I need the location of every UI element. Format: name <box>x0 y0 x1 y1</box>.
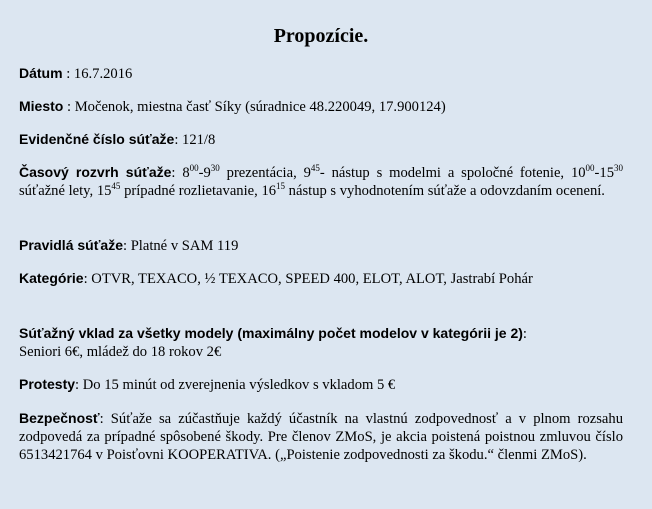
pravidla-sep: : <box>122 238 131 254</box>
evidencne-value: 121/8 <box>182 132 216 148</box>
time-5-min: 15 <box>276 181 286 191</box>
datum-label: Dátum <box>19 65 63 81</box>
miesto-value: Močenok, miestna časť Síky (súradnice 48.220049, 17.900124) <box>74 99 446 115</box>
time-4-min: 45 <box>111 181 121 191</box>
pravidla-label: Pravidlá súťaže <box>19 237 123 253</box>
evidencne-label: Evidenčné číslo súťaže <box>19 131 175 147</box>
time-2-min: 45 <box>310 163 320 173</box>
time-1-end-min: 30 <box>210 163 220 173</box>
time-4-hour: 15 <box>96 183 112 199</box>
evidencne-line <box>19 130 623 149</box>
casovy-sep: : <box>171 165 183 181</box>
kategorie-paragraph <box>19 269 623 288</box>
time-3-end-hour: 15 <box>599 165 614 181</box>
kategorie-sep: : <box>83 271 92 287</box>
evidencne-sep: : <box>174 132 183 148</box>
bezpecnost-sep: : <box>99 411 111 427</box>
bezpecnost-label: Bezpečnosť <box>19 410 100 426</box>
time-1-start-hour: 8 <box>182 165 190 181</box>
time-3-sep: - <box>594 165 600 181</box>
time-1-sep: - <box>198 165 204 181</box>
bezpecnost-value: Súťaže sa zúčastňuje každý účastník na vlastnú zodpovednosť a v plnom rozsahu zodpovedá za prípadné spôsobené škody. Pre členov ZMoS, je akcia poistená poistnou zmluvou číslo 6513421764 v Poisťovni KOOPERATIVA. („Poistenie zodpovednosti za škodu.“ členmi ZMoS). <box>19 411 623 463</box>
datum-line <box>19 64 623 83</box>
time-3-end-min: 30 <box>614 163 623 173</box>
protesty-value: Do 15 minút od zverejnenia výsledkov s vkladom 5 € <box>82 377 396 393</box>
miesto-sep: : <box>63 99 75 115</box>
time-1-end <box>204 165 220 181</box>
time-2-hour: 9 <box>303 165 311 181</box>
bezpecnost-paragraph <box>19 409 623 464</box>
vklad-value: Seniori 6€, mládež do 18 rokov 2€ <box>19 344 222 360</box>
vklad-paragraph <box>19 324 623 361</box>
casovy-paragraph <box>19 163 623 200</box>
datum-sep: : <box>62 66 74 82</box>
miesto-label: Miesto <box>19 98 64 114</box>
time-2-text: - nástup s modelmi a spoločné fotenie, <box>319 165 571 181</box>
time-5-text: nástup s vyhodnotením súťaže a odovzdaním ocenení. <box>285 183 605 199</box>
pravidla-line <box>19 236 623 255</box>
vklad-sep: : <box>522 326 527 342</box>
time-3-start-min: 00 <box>585 163 595 173</box>
time-1-start-min: 00 <box>189 163 199 173</box>
kategorie-label: Kategórie <box>19 270 84 286</box>
time-3-start-hour: 10 <box>570 165 586 181</box>
protesty-line <box>19 375 623 394</box>
time-5-hour: 16 <box>261 183 277 199</box>
time-1-start <box>182 165 198 181</box>
kategorie-value: OTVR, TEXACO, ½ TEXACO, SPEED 400, ELOT, ALOT, Jastrabí Pohár <box>91 271 533 287</box>
miesto-line <box>19 97 623 116</box>
vklad-label: Súťažný vklad za všetky modely (maximálny počet modelov v kategórii je 2) <box>19 325 523 341</box>
casovy-label: Časový rozvrh súťaže <box>19 164 172 180</box>
time-3-text: súťažné lety, <box>19 183 97 199</box>
page-title: Propozície. <box>273 25 369 47</box>
datum-value: 16.7.2016 <box>73 66 133 82</box>
pravidla-value: Platné v SAM 119 <box>130 238 239 254</box>
time-1-text: prezentácia, <box>219 165 304 181</box>
time-4-text: prípadné rozlietavanie, <box>120 183 262 199</box>
time-1-end-hour: 9 <box>203 165 211 181</box>
protesty-label: Protesty <box>19 376 76 392</box>
protesty-sep: : <box>75 377 83 393</box>
